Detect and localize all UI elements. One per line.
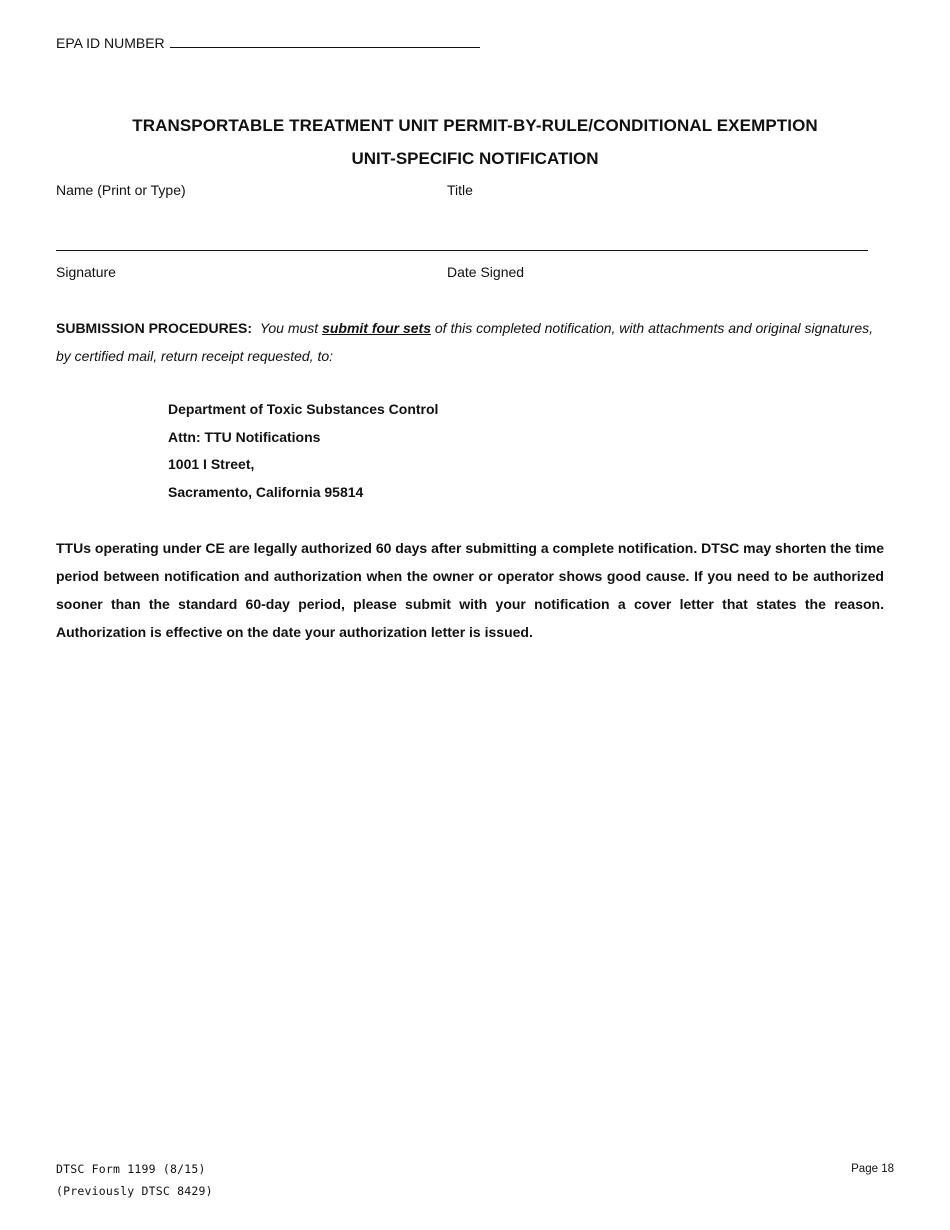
footer-form-id: DTSC Form 1199 (8/15) xyxy=(56,1162,206,1176)
footer-previous-form: (Previously DTSC 8429) xyxy=(56,1184,213,1198)
form-title: TRANSPORTABLE TREATMENT UNIT PERMIT-BY-RULE/CONDITIONAL EXEMPTION xyxy=(132,116,818,135)
title-label: Title xyxy=(447,182,473,198)
address-line-3: 1001 I Street, xyxy=(168,456,255,473)
form-subtitle: UNIT-SPECIFIC NOTIFICATION xyxy=(351,149,599,168)
footer-page-number: Page 18 xyxy=(851,1163,894,1175)
name-label: Name (Print or Type) xyxy=(56,182,186,198)
epa-id-label: EPA ID NUMBER xyxy=(56,35,165,51)
submission-heading: SUBMISSION PROCEDURES: xyxy=(56,320,253,336)
submission-emphasis: submit four sets xyxy=(322,320,431,336)
submission-text-after: of this completed notification, with attachments and original signatures, by certified mail, return receipt requested, to: xyxy=(56,320,874,364)
address-line-4: Sacramento, California 95814 xyxy=(168,484,364,501)
submission-text-before: You must xyxy=(259,320,319,336)
authorization-paragraph: TTUs operating under CE are legally authorized 60 days after submitting a complete notification. DTSC may shorten the time period between notification and authorization when the owner or operator shows good cause. If you need to be authorized sooner than the standard 60-day period, please submit with your notification a cover letter that states the reason. Authorization is effective on the date your authorization letter is issued. xyxy=(56,540,884,640)
epa-id-row xyxy=(56,33,480,51)
footer-form-info xyxy=(56,1158,213,1202)
mailing-address xyxy=(168,396,438,507)
address-line-2: Attn: TTU Notifications xyxy=(168,428,321,445)
submission-procedures xyxy=(56,314,886,370)
signature-line[interactable] xyxy=(56,250,868,251)
signature-label: Signature xyxy=(56,264,116,280)
address-line-1: Department of Toxic Substances Control xyxy=(168,401,439,417)
date-signed-label: Date Signed xyxy=(447,264,525,280)
epa-id-field[interactable] xyxy=(170,33,480,48)
